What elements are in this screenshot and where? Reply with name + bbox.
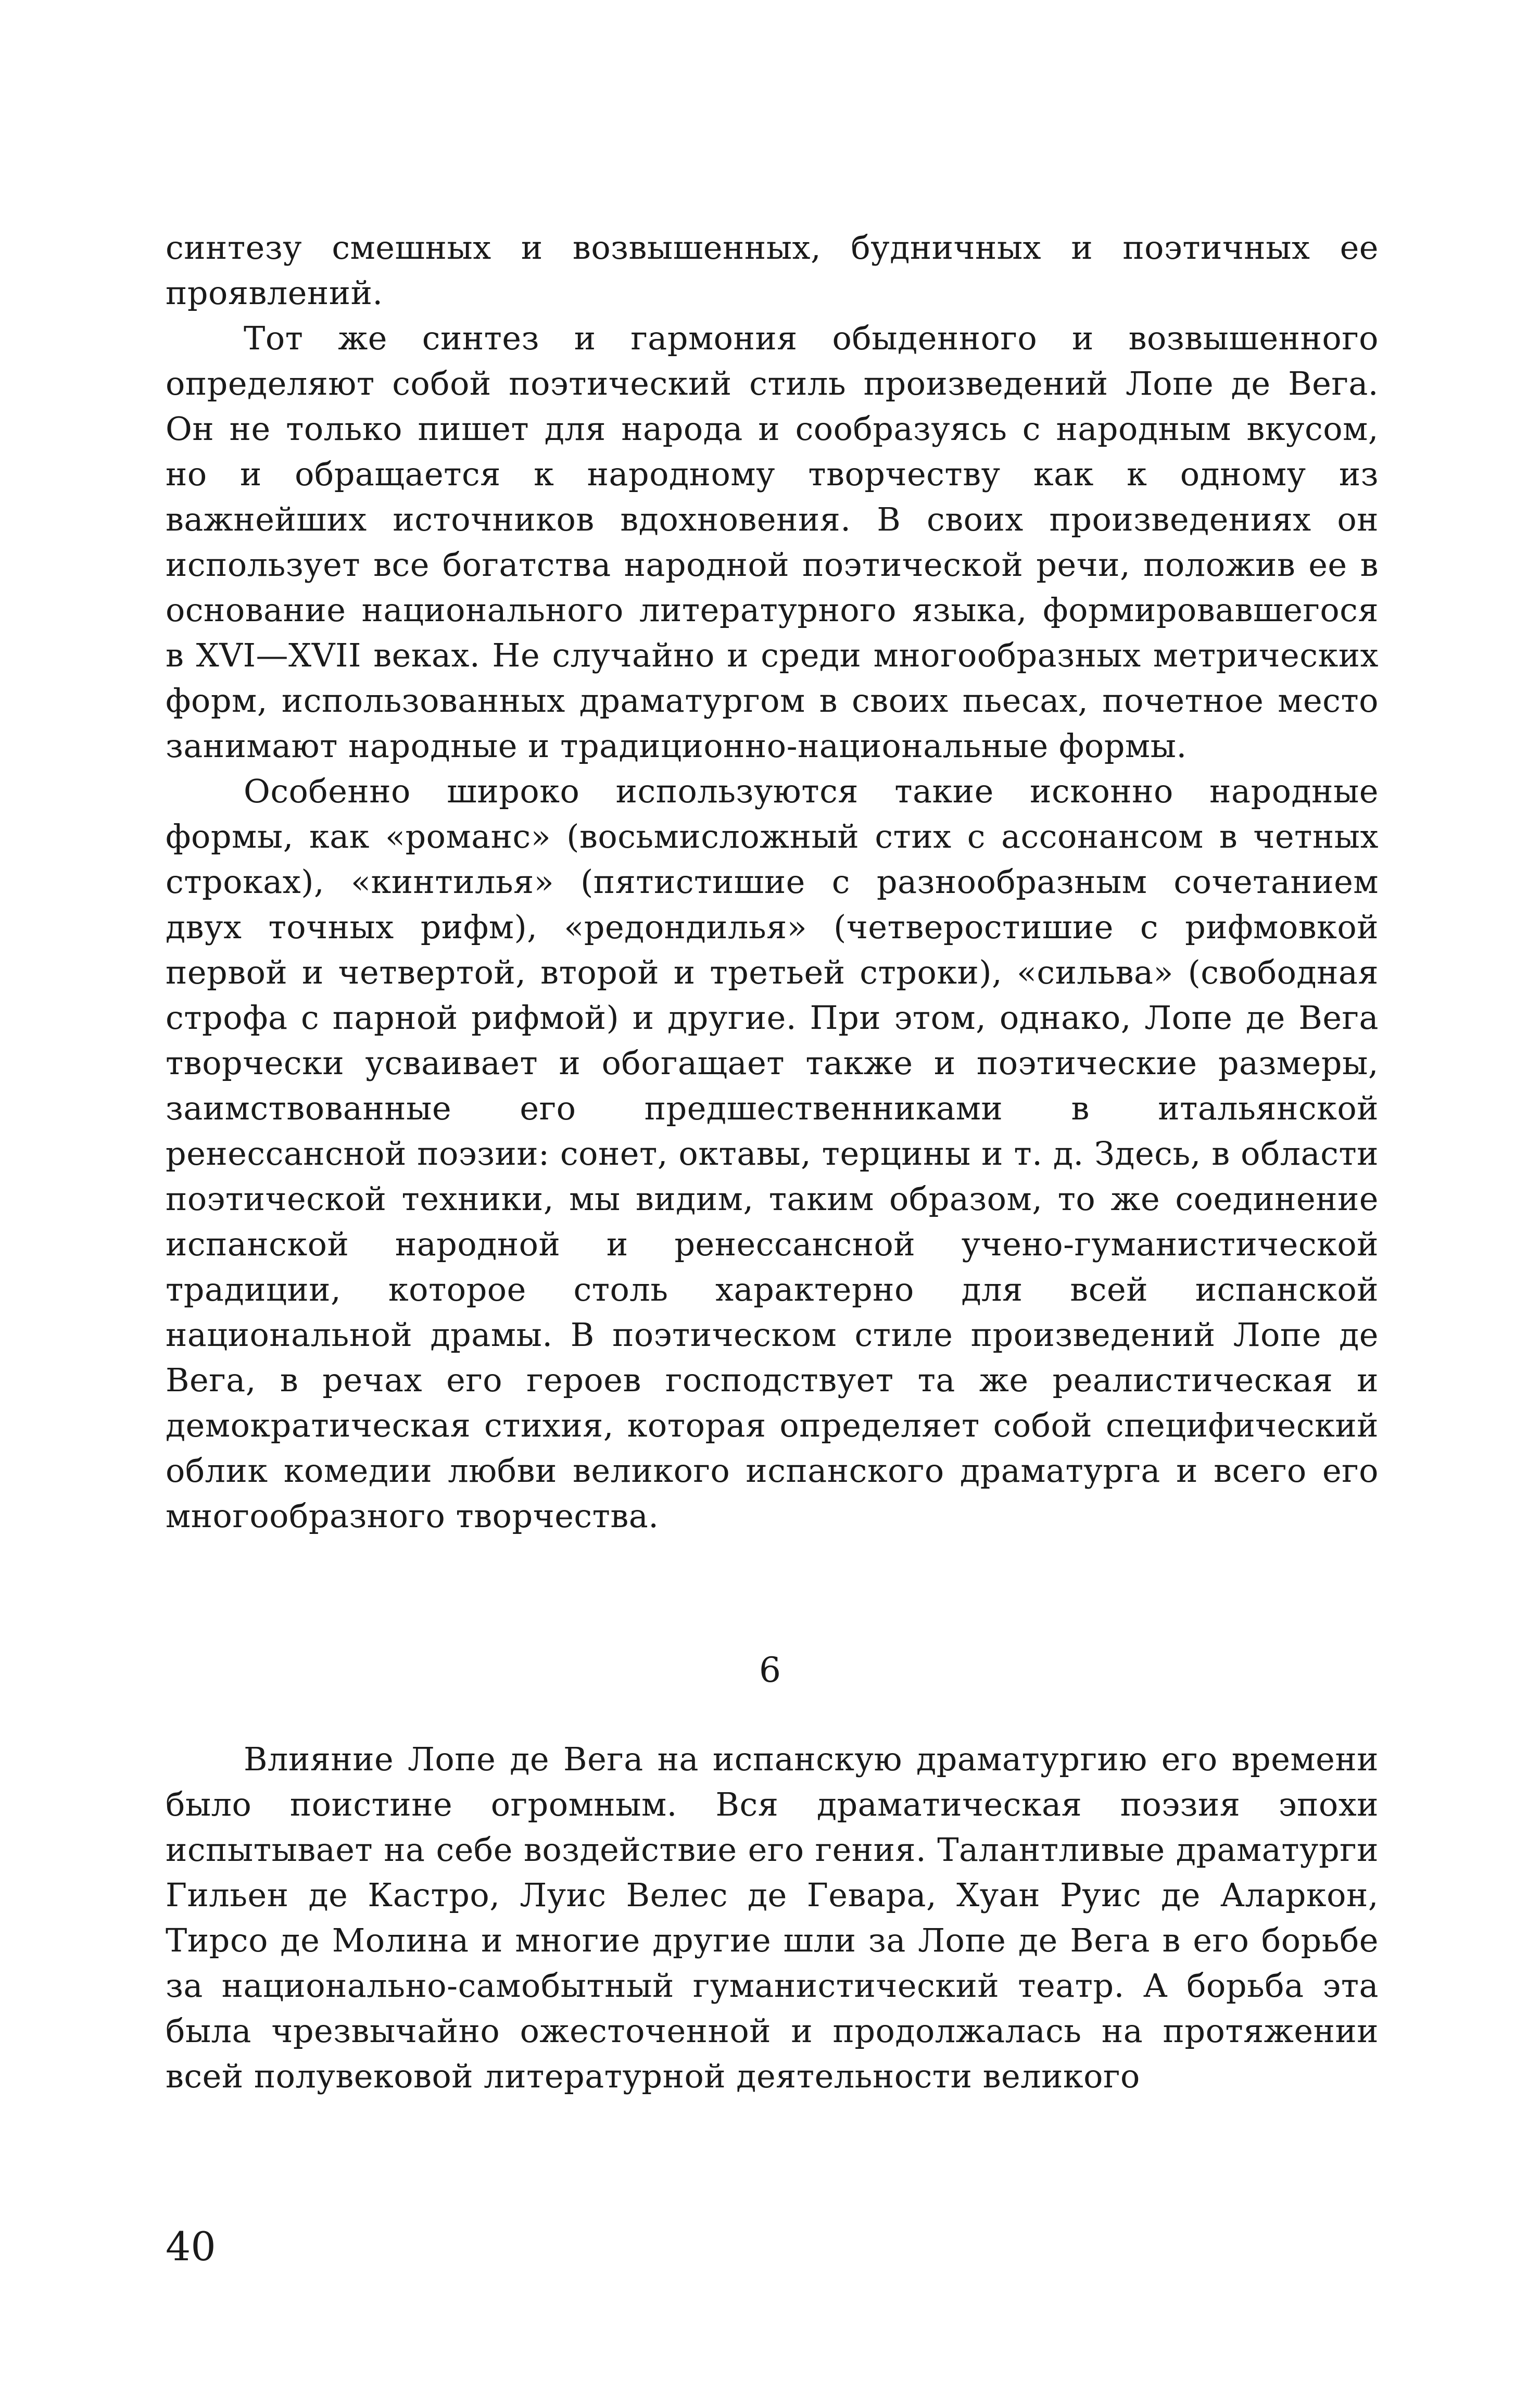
paragraph-synthesis-style: Тот же синтез и гармония обыденного и возвышенного определяют собой поэтический стиль произведений Лопе де Вега. Он не только пишет для народа и сообразуясь с народным вкусом, но и обращается к народному творчеству как к одному из важнейших источников вдохновения. В своих произведениях он использует все богатства народной поэтической речи, положив ее в основание национального литературного языка, формировавшегося в XVI—XVII веках. Не случайно и среди многообразных метрических форм, использованных драматургом в своих пьесах, почетное место занимают народные и традиционно-национальные формы. [166, 319, 1379, 765]
main-text-lower [166, 1736, 1379, 2099]
main-text-upper [166, 225, 1379, 1539]
page-number: 40 [166, 2223, 216, 2270]
paragraph-continuation: синтезу смешных и возвышенных, будничных и поэтичных ее проявлений. [166, 229, 1379, 312]
section-number: 6 [759, 1650, 781, 1690]
paragraph-influence: Влияние Лопе де Вега на испанскую драматургию его времени было поистине огромным. Вся драматическая поэзия эпохи испытывает на себе воздействие его гения. Талантливые драматурги Гильен де Кастро, Луис Велес де Гевара, Хуан Руис де Аларкон, Тирсо де Молина и многие другие шли за Лопе де Вега в его борьбе за национально-самобытный гуманистический театр. А борьба эта была чрезвычайно ожесточенной и продолжалась на протяжении всей полувековой литературной деятельности великого [166, 1740, 1379, 2095]
paragraph-folk-forms: Особенно широко используются такие исконно народные формы, как «романс» (восьмисложный стих с ассонансом в четных строках), «кинтилья» (пятистишие с разнообразным сочетанием двух точных рифм), «редондилья» (четверостишие с рифмовкой первой и четвертой, второй и третьей строки), «сильва» (свободная строфа с парной рифмой) и другие. При этом, однако, Лопе де Вега творчески усваивает и обогащает также и поэтические размеры, заимствованные его предшественниками в итальянской ренессансной поэзии: сонет, октавы, терцины и т. д. Здесь, в области поэтической техники, мы видим, таким образом, то же соединение испанской народной и ренессансной учено-гуманистической традиции, которое столь характерно для всей испанской национальной драмы. В поэтическом стиле произведений Лопе де Вега, в речах его героев господствует та же реалистическая и демократическая стихия, которая определяет собой специфический облик комедии любви великого испанского драматурга и всего его многообразного творчества. [166, 772, 1379, 1535]
